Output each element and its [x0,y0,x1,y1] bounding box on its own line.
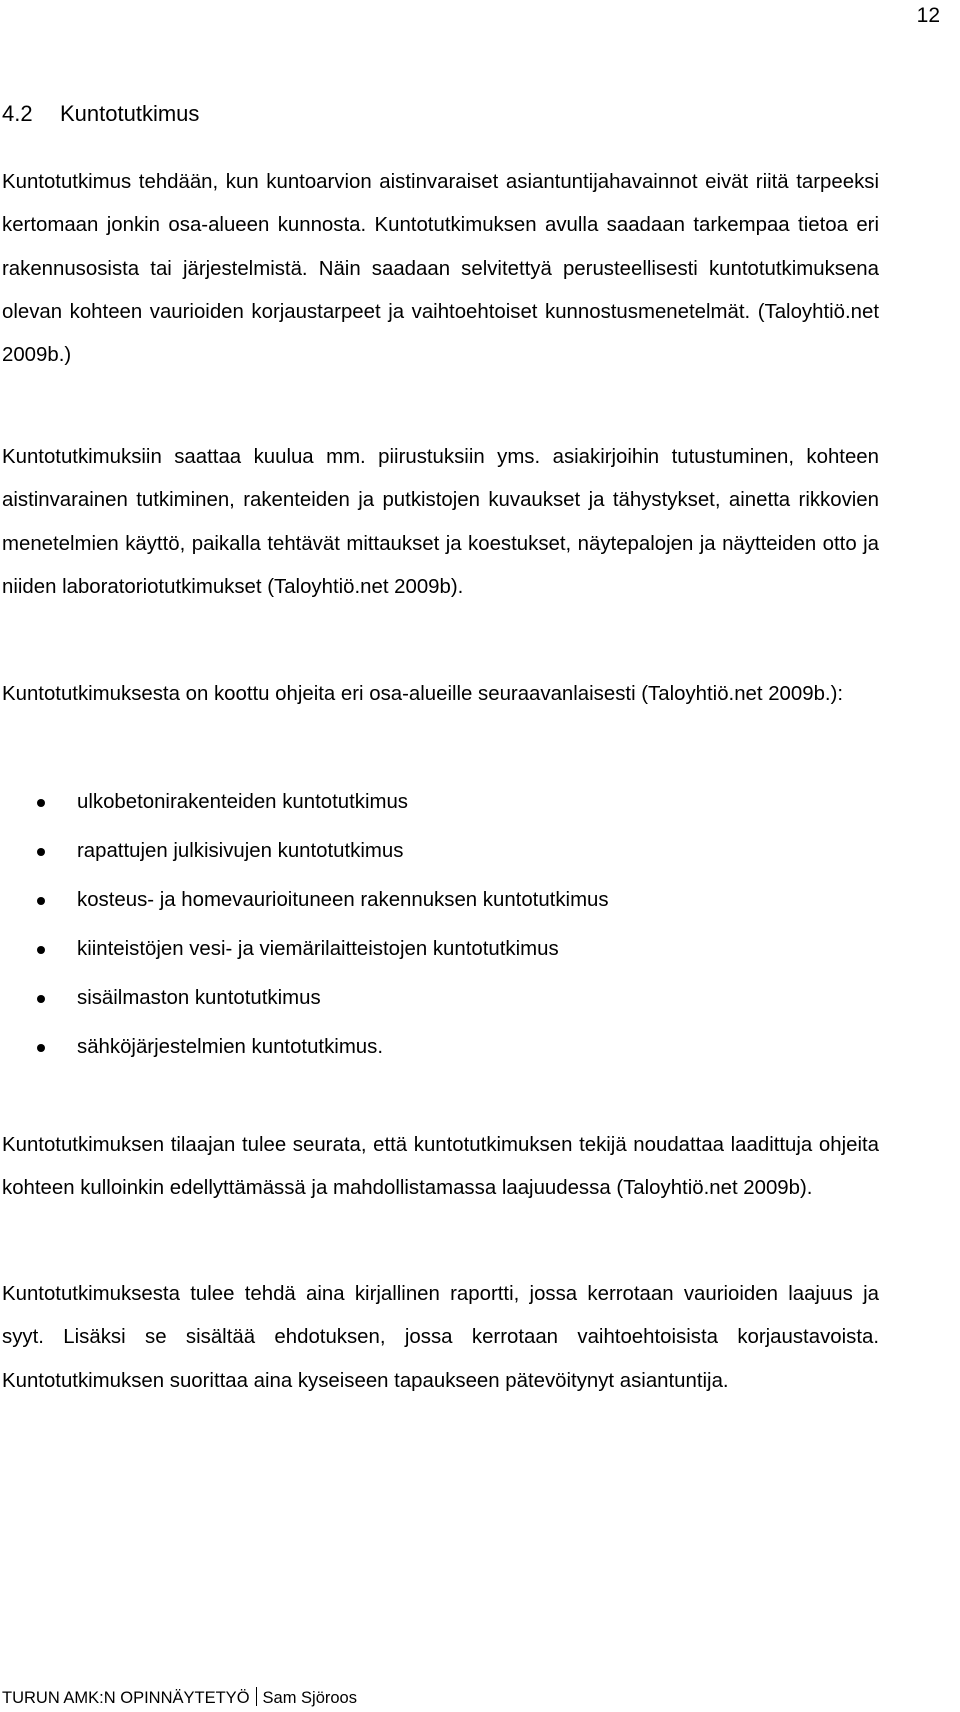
list-item [0,925,900,974]
page-number: 12 [916,4,940,27]
footer-divider [256,1687,257,1706]
section-title: Kuntotutkimus [60,101,200,126]
list-item [0,827,900,876]
bullet-icon [37,1044,45,1052]
list-item-text: ulkobetonirakenteiden kuntotutkimus [77,791,408,813]
paragraph-report: Kuntotutkimuksesta tulee tehdä aina kirjallinen raportti, jossa kerrotaan vaurioiden laajuus ja syyt. Lisäksi se sisältää ehdotuksen, jossa kerrotaan vaihtoehtoisista korjaustavoista. Kuntotutkimuksen suorittaa aina kyseiseen tapaukseen pätevöitynyt asiantuntija. [2,1283,879,1392]
bullet-icon [37,848,45,856]
guideline-list [0,778,900,1073]
list-item [0,974,900,1023]
bullet-icon [37,995,45,1003]
paragraph-guidelines-intro: Kuntotutkimuksesta on koottu ohjeita eri osa-alueille seuraavanlaisesti (Taloyhtiö.net 2009b.): [2,683,844,705]
paragraph-contents: Kuntotutkimuksiin saattaa kuulua mm. piirustuksiin yms. asiakirjoihin tutustuminen, kohteen aistinvarainen tutkiminen, rakenteiden ja putkistojen kuvaukset ja tähystykset, ainetta rikkovien menetelmien käyttö, paikalla tehtävät mittaukset ja koestukset, näytepalojen ja näytteiden otto ja niiden laboratoriotutkimukset (Taloyhtiö.net 2009b). [2,446,879,598]
list-item-text: sähköjärjestelmien kuntotutkimus. [77,1036,383,1059]
paragraph-intro: Kuntotutkimus tehdään, kun kuntoarvion aistinvaraiset asiantuntijahavainnot eivät riitä tarpeeksi kertomaan jonkin osa-alueen kunnosta. Kuntotutkimuksen avulla saadaan tarkempaa tietoa eri rakennusosista tai järjestelmistä. Näin saadaan selvitettyä perusteellisesti kuntotutkimuksena olevan kohteen vaurioiden korjaustarpeet ja vaihtoehtoiset kunnostusmenetelmät. (Taloyhtiö.net 2009b.) [2,171,879,367]
section-number: 4.2 [2,101,33,126]
list-item-text: rapattujen julkisivujen kuntotutkimus [77,840,404,863]
bullet-icon [37,897,45,905]
footer-author: Sam Sjöroos [262,1689,357,1707]
list-item-text: sisäilmaston kuntotutkimus [77,987,321,1010]
paragraph-client-duty: Kuntotutkimuksen tilaajan tulee seurata, että kuntotutkimuksen tekijä noudattaa laadittuja ohjeita kohteen kulloinkin edellyttämässä ja mahdollistamassa laajuudessa (Taloyhtiö.net 2009b). [2,1134,879,1200]
bullet-icon [37,946,45,954]
bullet-icon [37,799,45,807]
list-item-text: kosteus- ja homevaurioituneen rakennuksen kuntotutkimus [77,889,609,912]
list-item [0,1023,900,1072]
page-footer [2,1687,357,1709]
list-item [0,876,900,925]
list-item-text: kiinteistöjen vesi- ja viemärilaitteistojen kuntotutkimus [77,938,559,961]
footer-institution: TURUN AMK:N OPINNÄYTETYÖ [2,1689,250,1707]
section-heading [2,100,199,128]
list-item [0,778,900,827]
